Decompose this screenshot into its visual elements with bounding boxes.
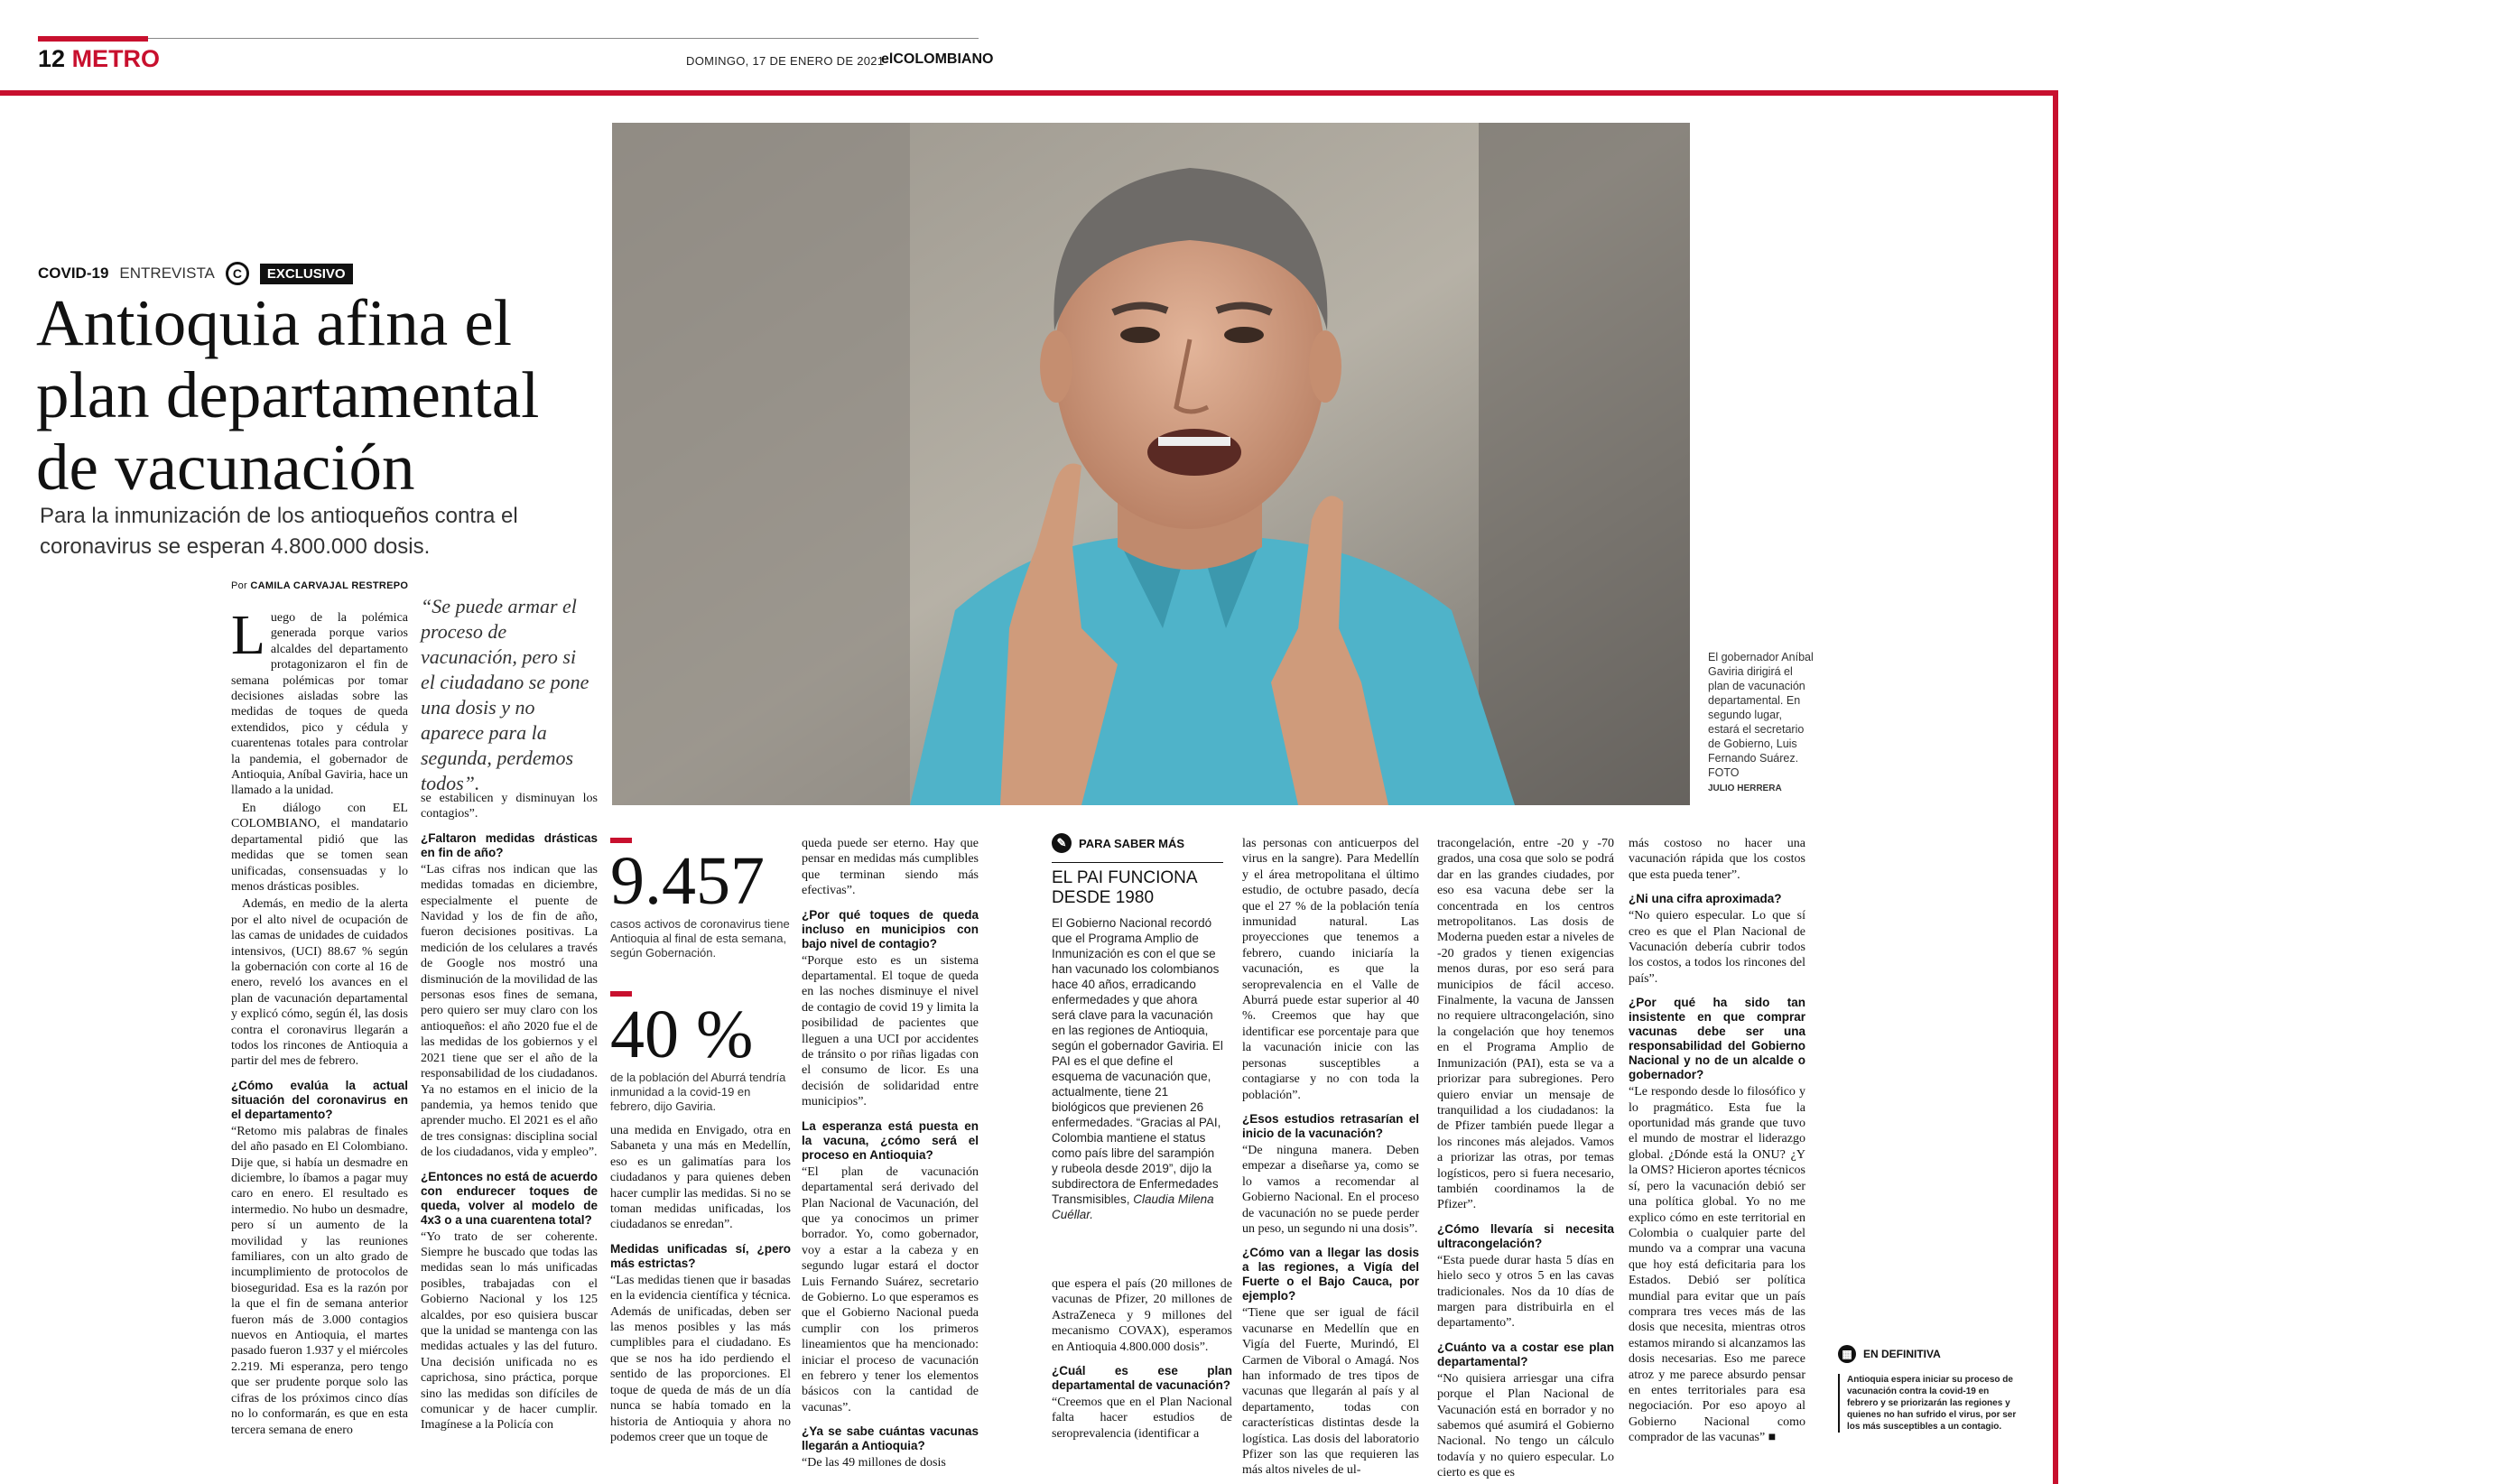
interview-question: ¿Esos estudios retrasarían el inicio de la vacunación? xyxy=(1242,1111,1419,1140)
article-kicker xyxy=(38,262,353,285)
interview-answer: “Las medidas tienen que ir basadas en la evidencia científica y técnica. Además de unificadas, deben ser las menos posibles y las más cumplibles para el ciudadano. Es que se nos ha ido perdiendo el sentido de las proporciones. El toque de queda de más de un día nunca se había tomado en la historia de Antioquia y ahora no podemos creer que un toque de xyxy=(610,1273,791,1444)
paragraph: uego de la polémica generada porque varios alcaldes del departamento protagonizaron el fin de semana polémicas por tomar decisiones aisladas sobre las medidas de toques de queda extendidos, pico y cédula y cuarentenas totales para controlar la pandemia, el gobernador de Antioquia, Aníbal Gaviria, hace un llamado a la unidad. xyxy=(231,611,408,798)
summary-box xyxy=(1838,1345,2019,1433)
kicker-type: ENTREVISTA xyxy=(119,264,215,282)
interview-answer: “Creemos que en el Plan Nacional falta hacer estudios de seroprevalencia (identificar a xyxy=(1052,1396,1232,1441)
article-column-2 xyxy=(421,791,598,1450)
interview-question: ¿Cuánto va a costar ese plan departamental? xyxy=(1437,1340,1614,1368)
sidebar-box xyxy=(1052,833,1223,1222)
interview-answer: “Retomo mis palabras de finales del año pasado en El Colombiano. Dije que, si había un desmadre en diciembre, lo íbamos a pagar muy caro en enero. El resultado es intermedio. No hubo un desmadre, pero sí un aumento de la movilidad y las reuniones familiares, con un alto grado de incumplimiento de protocolos de bioseguridad. Esa es la razón por la que el fin de semana anterior fueron más de 3.000 contagios nuevos en Antioquia, el martes pasado fueron 1.937 y el miércoles 2.219. Mi esperanza, pero tengo que ser prudente porque solo las cifras de los próximos cinco días no lo conformarán, es que en esta tercera semana de enero xyxy=(231,1124,408,1437)
byline xyxy=(231,580,408,591)
interview-question: Medidas unificadas sí, ¿pero más estrictas? xyxy=(610,1241,791,1270)
interview-answer: “No quisiera arriesgar una cifra porque el Plan Nacional de Vacunación está en borrador y no sabemos qué asumirá el Gobierno Nacional. No tengo un cálculo todavía y no quiero especular. Lo cierto es que es xyxy=(1437,1371,1614,1480)
dek: Para la inmunización de los antioqueños contra el coronavirus se esperan 4.800.000 dosis. xyxy=(40,504,518,559)
article-column-5 xyxy=(1242,836,1419,1478)
checker-icon: ▦ xyxy=(1838,1345,1856,1363)
interview-answer: “Tiene que ser igual de fácil vacunarse en Medellín que en Vigía del Fuerte, Murindó, El Carmen de Viboral o Amagá. Nos han informado de tres tipos de vacunas que llegarán al país y al departamento, todas con características distintas desde la logística. Las dosis del laboratorio Pfizer son las que requieren las más altos niveles de ul- xyxy=(1242,1306,1419,1478)
interview-question: ¿Por qué toques de queda incluso en municipios con bajo nivel de contagio? xyxy=(802,907,979,951)
exclusive-icon: C xyxy=(226,262,249,285)
byline-name: CAMILA CARVAJAL RESTREPO xyxy=(250,580,409,591)
issue-date: DOMINGO, 17 DE ENERO DE 2021 xyxy=(686,54,885,68)
article-photo xyxy=(612,123,1690,805)
article-column-4b xyxy=(1052,1276,1232,1450)
paragraph: más costoso no hacer una vacunación rápida que los costos que esta pueda tener”. xyxy=(1629,837,1805,882)
paragraph: que espera el país (20 millones de vacunas de Pfizer, 20 millones de AstraZeneca y 9 millones del mecanismo COVAX), esperamos en Antioquia 4.800.000 dosis”. xyxy=(1052,1277,1232,1354)
interview-answer: “No quiero especular. Lo que sí creo es que el Plan Nacional de Vacunación debería cubrir todos los costos, a todos los rincones del país”. xyxy=(1629,909,1805,986)
interview-answer: “Porque esto es un sistema departamental. El toque de queda en las noches disminuye el nivel de contagio de covid 19 y limita la posibilidad de pacientes que lleguen a una UCI por accidentes de tránsito o por riñas ligadas con el consumo de licor. Es una decisión de solidaridad entre municipios”. xyxy=(802,953,979,1109)
summary-label: EN DEFINITIVA xyxy=(1863,1348,1941,1360)
interview-question: La esperanza está puesta en la vacuna, ¿cómo será el proceso en Antioquia? xyxy=(802,1118,979,1162)
interview-question: ¿Por qué ha sido tan insistente en que comprar vacunas debe ser una responsabilidad del Gobierno Nacional y no de un alcalde o gobernador? xyxy=(1629,996,1805,1082)
photo-credit: JULIO HERRERA xyxy=(1708,784,1782,793)
paragraph: las personas con anticuerpos del virus en la sangre). Para Medellín y el área metropolitana el último estudio, de octubre pasado, decía que el 27 % de la población tenía inmunidad natural. Las proyecciones que tenemos a febrero, cuando iniciaría la vacunación, es que la seroprevalencia en el Valle de Aburrá puede estar superior al 40 %. Creemos que hay que identificar ese porcentaje para que la vacunación inicie con las personas susceptibles a contagiarse y no con toda la población”. xyxy=(1242,837,1419,1102)
sidebar-label: PARA SABER MÁS xyxy=(1079,836,1185,850)
kicker-section: COVID-19 xyxy=(38,264,109,282)
article-column-7 xyxy=(1629,836,1805,1450)
interview-answer: “Esta puede durar hasta 5 días en hielo seco y otros 5 en las cavas tradicionales. Nos da 10 días de margen para distribuirla en el departamento”. xyxy=(1437,1253,1614,1331)
stat-value: 40 % xyxy=(610,997,754,1072)
drop-cap: L xyxy=(231,605,265,666)
page-number: 12 xyxy=(38,45,66,72)
interview-question: ¿Cómo llevaría si necesita ultracongelación? xyxy=(1437,1221,1614,1250)
interview-answer: “El plan de vacunación departamental será derivado del Plan Nacional de Vacunación, del que ya conocimos un primer borrador. Yo, como gobernador, voy a estar a la cabeza y en segundo lugar estará el doctor Luis Fernando Suárez, secretario de Gobierno. Lo que esperamos es que el Gobierno Nacional pueda cumplir con los primeros lineamientos que ha mencionado: iniciar el proceso de vacunación en febrero y tener los elementos básicos con la cantidad de vacunas”. xyxy=(802,1164,979,1414)
stat-block xyxy=(610,845,791,960)
interview-question: ¿Faltaron medidas drásticas en fin de año? xyxy=(421,830,598,859)
article-column-1 xyxy=(231,605,408,1450)
byline-prefix: Por xyxy=(231,580,248,591)
pull-quote: “Se puede armar el proceso de vacunación, pero si el ciudadano se pone una dosis y no aparece para la segunda, perdemos todos”. xyxy=(421,595,589,794)
sidebar-body: El Gobierno Nacional recordó que el Programa Amplio de Inmunización es con el que se han vacunado los colombianos hace 40 años, erradicando enfermedades y que ahora será clave para la vacunación en las regiones de Antioquia, según el gobernador Gaviria. El PAI es el que define el esquema de vacunación que, actualmente, tiene 21 biológicos que previenen 26 enfermedades. “Gracias al PAI, Colombia mantiene el status como país libre del sarampión y rubeola desde 2019”, dijo la subdirectora de Enfermedades Transmisibles, xyxy=(1052,916,1223,1206)
article-column-3 xyxy=(610,1123,791,1450)
paragraph: Además, en medio de la alerta por el alto nivel de ocupación de las camas de unidades de cuidados intensivos, (UCI) 88.67 % según la gobernación con corte al 16 de enero, reveló los avances en el plan de vacunación departamental y explicó cómo, según él, las dosis contra el coronavirus llegarán a todos los rincones de Antioquia a partir del mes de febrero. xyxy=(231,897,408,1069)
portrait-illustration xyxy=(612,123,1690,805)
interview-answer: “Las cifras nos indican que las medidas tomadas en diciembre, especialmente el puente de Navidad y los de fin de año, fueron decisiones positivas. La medición de los celulares a través de Google nos mostró una disminución de la movilidad de las personas esos fines de semana, pero quiero ser muy claro con los antioqueños: el año 2020 fue el de las medidas de los gobiernos y el 2021 tiene que ser el año de la responsabilidad de los ciudadanos. Ya no estamos en el inicio de la pandemia, ya hemos tenido que aprender mucho. El 2021 es el año de tres consignas: disciplina social de los ciudadanos, vida y empleo”. xyxy=(421,862,598,1160)
caption-text: El gobernador Aníbal Gaviria dirigirá el plan de vacunación departamental. En segundo lugar, estará el secretario de Gobierno, Luis Fernando Suárez. xyxy=(1708,651,1814,765)
section-name: METRO xyxy=(71,45,161,72)
page-folio xyxy=(38,45,160,73)
interview-answer: “De las 49 millones de dosis xyxy=(802,1456,946,1470)
newspaper-logo: elCOLOMBIANO xyxy=(881,51,994,67)
photo-caption xyxy=(1708,650,1816,796)
article-column-6 xyxy=(1437,836,1614,1480)
stat-description: de la población del Aburrá tendría inmunidad a la covid-19 en febrero, dijo Gaviria. xyxy=(610,1071,786,1113)
sidebar-header xyxy=(1052,833,1223,853)
stat-block xyxy=(610,998,791,1114)
credit-label: FOTO xyxy=(1708,766,1740,779)
headline: Antioquia afina el plan departamental de vacunación xyxy=(36,286,540,504)
paragraph: se estabilicen y disminuyan los contagios”. xyxy=(421,792,598,821)
paragraph: En diálogo con EL COLOMBIANO, el mandatario departamental pidió que las medidas que se tomen sean unificadas, consensuadas y lo menos drásticas posibles. xyxy=(231,801,408,894)
stat-value: 9.457 xyxy=(610,843,765,919)
interview-answer: “De ninguna manera. Deben empezar a diseñarse ya, como se lo vamos a recomendar al Gobierno Nacional. En el proceso de vacunación no se puede perder un peso, un segundo ni una dosis”. xyxy=(1242,1143,1419,1236)
section-color-bar xyxy=(38,36,148,42)
paragraph: tracongelación, entre -20 y -70 grados, una cosa que solo se podrá dar en las grandes ciudades, por eso esa vacuna debe ser la concentrada en los centros metropolitanos. Las dosis de Moderna pueden estar a niveles de -20 grados y tienen exigencias menos duras, por eso será para municipios de fácil acceso. Finalmente, la vacuna de Janssen no requiere ultracongelación, sino la congelación que hoy tenemos en el Programa Amplio de Inmunización (PAI), esta se va a priorizar para subregiones. Pero quiero enviar un mensaje de tranquilidad a los ciudadanos: la de Pfizer también puede llegar a los rincones más alejados. Vamos a priorizar las otras, por temas logísticos, pero si fuera necesario, también coordinamos la de Pfizer”. xyxy=(1437,837,1614,1212)
interview-answer: “Le respondo desde lo filosófico y lo pragmático. Esta fue la oportunidad más grande que tuvo el mundo de mostrar el liderazgo global. ¿Dónde está la ONU? ¿Y la OMS? Hicieron aportes técnicos sí, pero la vacunación debió ser una política global. Yo no me explico cómo en este territorial en Colombia o cualquier parte del mundo va a comprar una vacuna que hoy está deficitaria para los Estados. Debió ser política mundial para evitar que un país comprara tres veces más de las dosis que necesita, mientras otros estamos mirando si alcanzamos las dosis necesarias. Eso me parece atroz y me parece absurdo pensar en entes territoriales para esa negociación. Por eso apoyo al Gobierno Nacional como comprador de las vacunas” ■ xyxy=(1629,1085,1805,1445)
interview-question: ¿Ni una cifra aproximada? xyxy=(1629,892,1782,906)
pin-icon: ✎ xyxy=(1052,833,1072,853)
interview-question: ¿Cómo evalúa la actual situación del coronavirus en el departamento? xyxy=(231,1078,408,1121)
interview-question: ¿Ya se sabe cuántas vacunas llegarán a Antioquia? xyxy=(802,1424,979,1453)
sidebar-title: EL PAI FUNCIONA DESDE 1980 xyxy=(1052,862,1223,908)
paragraph: una medida en Envigado, otra en Sabaneta y una más en Medellín, eso es un galimatías para los ciudadanos y para quienes deben hacer cumplir las medidas. Si no se toman medidas unificadas, los ciudadanos se enredan”. xyxy=(610,1124,791,1232)
summary-text: Antioquia espera iniciar su proceso de vacunación contra la covid-19 en febrero y se priorizarán las regiones y quienes no han sufrido el virus, por ser los más susceptibles a un contagio. xyxy=(1838,1374,2019,1433)
article-column-4 xyxy=(802,836,979,1470)
stat-description: casos activos de coronavirus tiene Antioquia al final de esta semana, según Gobernación. xyxy=(610,917,790,960)
interview-question: ¿Entonces no está de acuerdo con endurecer toques de queda, volver al modelo de 4x3 o a una cuarentena total? xyxy=(421,1169,598,1227)
interview-question: ¿Cómo van a llegar las dosis a las regiones, a Vigía del Fuerte o el Bajo Cauca, por ejemplo? xyxy=(1242,1246,1419,1303)
header-rule xyxy=(38,38,979,39)
sidebar-text xyxy=(1052,915,1223,1222)
exclusive-badge: EXCLUSIVO xyxy=(260,264,353,284)
paragraph: queda puede ser eterno. Hay que pensar en medidas más cumplibles que terminan siendo más efectivas”. xyxy=(802,837,979,898)
interview-question: ¿Cuál es ese plan departamental de vacunación? xyxy=(1052,1364,1232,1393)
sidebar-signature: Claudia Milena Cuéllar. xyxy=(1052,1192,1214,1221)
interview-answer: “Yo trato de ser coherente. Siempre he buscado que todas las medidas sean lo más unificadas posibles, trabajadas con el Gobierno Nacional y los 125 alcaldes, por eso quisiera buscar que la unidad se mantenga con las medidas actuales y las del futuro. Una decisión unificada no es caprichosa, sino práctica, porque sino las medidas son difíciles de comunicar y de hacer cumplir. Imagínese a la Policía con xyxy=(421,1229,598,1433)
summary-header xyxy=(1838,1345,2019,1363)
